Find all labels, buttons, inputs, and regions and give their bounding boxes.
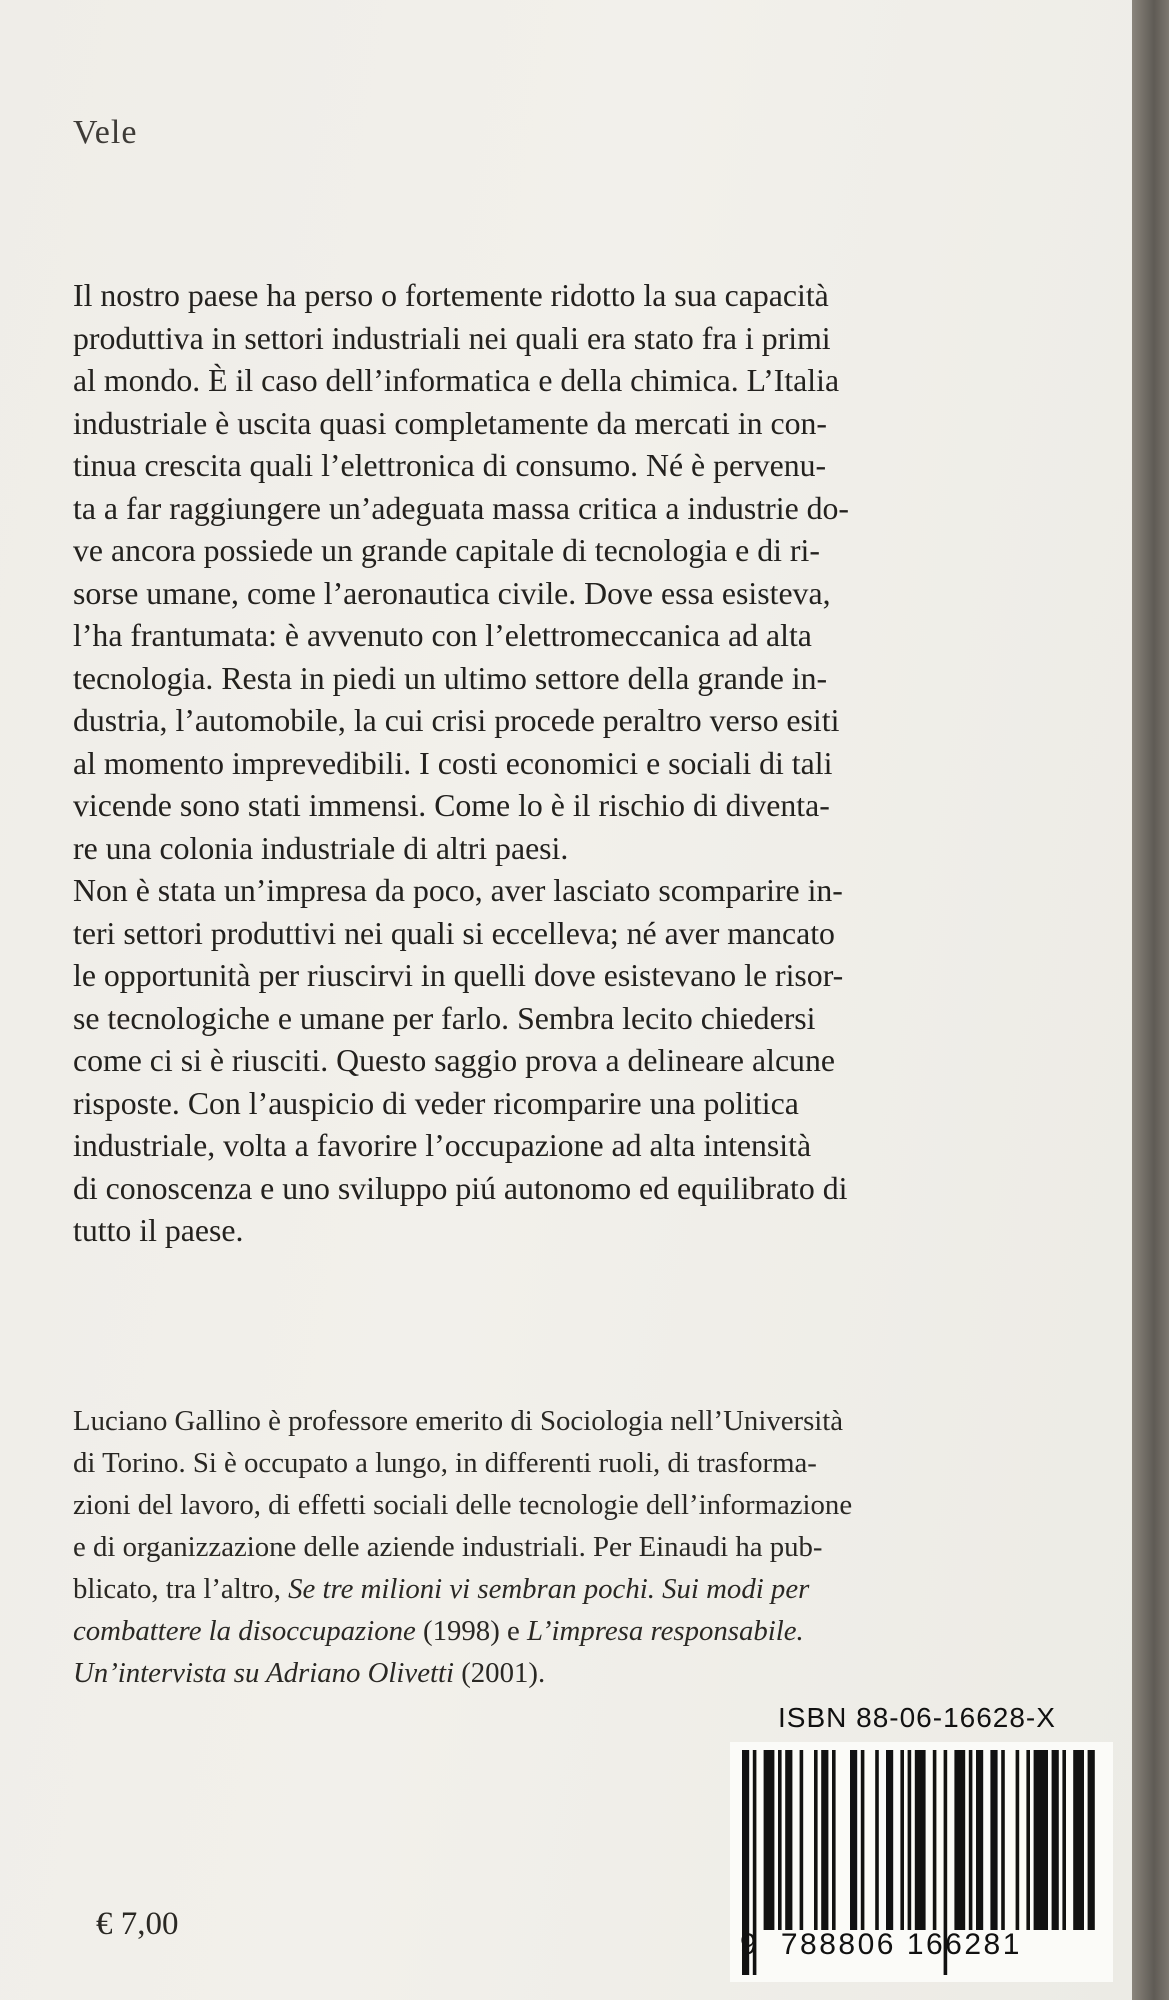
book-blurb <box>73 275 1083 1253</box>
barcode-bar <box>814 1750 818 1930</box>
blurb-line: se tecnologiche e umane per farlo. Sembra lecito chiedersi <box>73 1000 816 1036</box>
barcode-bar <box>832 1750 836 1930</box>
barcode-bar <box>1088 1750 1095 1930</box>
bio-text: (1998) e <box>415 1615 527 1647</box>
blurb-line: vicende sono stati immensi. Come lo è il rischio di diventa- <box>73 788 830 823</box>
blurb-line: al mondo. È il caso dell’informatica e della chimica. L’Italia <box>73 363 840 398</box>
book-spine-edge <box>1132 0 1169 2000</box>
blurb-line: Il nostro paese ha perso o fortemente ridotto la sua capacità <box>73 278 829 313</box>
blurb-line: dustria, l’automobile, la cui crisi procede peraltro verso esiti <box>73 703 840 738</box>
barcode-bar <box>785 1750 792 1930</box>
barcode-right-digits: 166281 <box>906 1928 1022 1961</box>
barcode-bar <box>886 1750 893 1930</box>
barcode-bar <box>915 1750 926 1930</box>
bio-line: zioni del lavoro, di effetti sociali delle tecnologie dell’informazione <box>73 1489 853 1521</box>
barcode-bar <box>800 1750 804 1930</box>
blurb-line: come ci si è riusciti. Questo saggio prova a delineare alcune <box>73 1043 835 1078</box>
blurb-line: tecnologia. Resta in piedi un ultimo settore della grande in- <box>73 660 828 696</box>
barcode-bar <box>990 1750 997 1930</box>
blurb-line: di conoscenza e uno sviluppo piú autonomo ed equilibrato di <box>73 1170 848 1206</box>
blurb-line: l’ha frantumata: è avvenuto con l’elettromeccanica ad alta <box>73 618 812 653</box>
blurb-line: Non è stata un’impresa da poco, aver lasciato scomparire in- <box>73 873 843 908</box>
blurb-line: produttiva in settori industriali nei quali era stato fra i primi <box>73 320 831 356</box>
blurb-line: ta a far raggiungere un’adeguata massa critica a industrie do- <box>73 490 850 526</box>
blurb-line: tutto il paese. <box>73 1213 244 1248</box>
barcode-bar <box>954 1750 965 1930</box>
barcode-bar <box>1001 1750 1005 1930</box>
barcode-first-digit: 9 <box>740 1928 760 1961</box>
blurb-line: risposte. Con l’auspicio di veder ricomparire una politica <box>73 1085 799 1121</box>
bio-text: blicato, tra l’altro, <box>73 1573 289 1605</box>
blurb-line: teri settori produttivi nei quali si eccelleva; né aver mancato <box>73 915 835 951</box>
barcode-bar <box>933 1750 937 1930</box>
blurb-line: ve ancora possiede un grande capitale di tecnologia e di ri- <box>73 533 820 568</box>
author-bio <box>73 1400 1083 1694</box>
barcode-bar <box>861 1750 865 1930</box>
book-title-1-cont: combattere la disoccupazione <box>73 1615 416 1647</box>
book-title-2: L’impresa responsabile. <box>526 1615 804 1647</box>
barcode-bar <box>1073 1750 1084 1930</box>
barcode-bar <box>908 1750 912 1930</box>
barcode-bar <box>850 1750 857 1930</box>
price: € 7,00 <box>96 1906 179 1942</box>
blurb-line: industriale è uscita quasi completamente da mercati in con- <box>73 405 828 441</box>
barcode-bar <box>976 1750 983 1930</box>
barcode-bar <box>764 1750 775 1930</box>
barcode-bar <box>1016 1750 1020 1930</box>
barcode-bar <box>900 1750 904 1930</box>
barcode-left-digits: 788806 <box>780 1928 896 1961</box>
isbn-label: ISBN 88-06-16628-X <box>778 1702 1056 1733</box>
blurb-line: le opportunità per riuscirvi in quelli dove esistevano le risor- <box>73 958 844 993</box>
barcode-bar <box>778 1750 782 1930</box>
barcode-bar <box>1034 1750 1048 1930</box>
bio-text: (2001). <box>454 1657 546 1689</box>
barcode-bar <box>969 1750 973 1930</box>
bio-line: e di organizzazione delle aziende industriali. Per Einaudi ha pub- <box>73 1531 823 1563</box>
book-title-2-cont: Un’intervista su Adriano Olivetti <box>73 1657 454 1689</box>
barcode-bar <box>1062 1750 1066 1930</box>
bio-line: Luciano Gallino è professore emerito di Sociologia nell’Università <box>73 1405 844 1437</box>
bio-line: di Torino. Si è occupato a lungo, in differenti ruoli, di trasforma- <box>73 1447 817 1479</box>
bio-line <box>73 1652 1083 1694</box>
blurb-line: tinua crescita quali l’elettronica di consumo. Né è pervenu- <box>73 448 827 483</box>
barcode-bar <box>1052 1750 1059 1930</box>
barcode-bar <box>1026 1750 1030 1930</box>
book-title-1: Se tre milioni vi sembran pochi. Sui modi per <box>288 1573 810 1605</box>
barcode-bar <box>875 1750 879 1930</box>
blurb-line: al momento imprevedibili. I costi economici e sociali di tali <box>73 745 833 781</box>
series-name: Vele <box>73 114 138 151</box>
bio-line <box>73 1610 1083 1652</box>
barcode-digits <box>740 1928 1022 1962</box>
barcode-bar <box>821 1750 828 1930</box>
bio-line <box>73 1568 1083 1610</box>
blurb-line: re una colonia industriale di altri paesi. <box>73 830 569 866</box>
blurb-line: sorse umane, come l’aeronautica civile. Dove essa esisteva, <box>73 575 831 611</box>
blurb-line: industriale, volta a favorire l’occupazione ad alta intensità <box>73 1128 812 1163</box>
